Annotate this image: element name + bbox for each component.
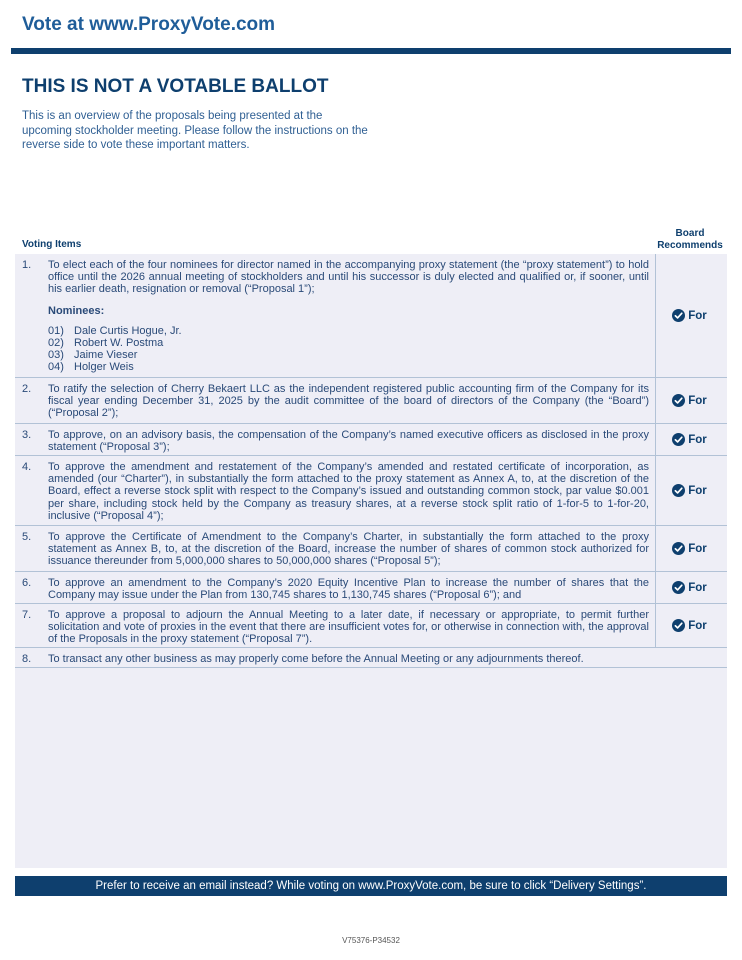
board-recommendation-cell bbox=[655, 572, 727, 603]
voting-item-5 bbox=[15, 526, 727, 572]
check-circle-icon bbox=[672, 433, 685, 446]
nominee-number: 04) bbox=[48, 361, 64, 374]
item-number: 1. bbox=[22, 259, 32, 271]
recommendation-label: For bbox=[688, 433, 707, 446]
voting-item-2 bbox=[15, 378, 727, 424]
check-circle-icon bbox=[672, 394, 685, 407]
voting-item-1 bbox=[15, 254, 727, 378]
recommendation-label: For bbox=[688, 542, 707, 555]
nominee-name: Holger Weis bbox=[74, 361, 134, 374]
board-recommendation-cell bbox=[655, 424, 727, 455]
ballot-title: THIS IS NOT A VOTABLE BALLOT bbox=[22, 76, 329, 97]
recommendation-label: For bbox=[688, 394, 707, 407]
recommendation-label: For bbox=[688, 484, 707, 497]
board-recommendation-cell bbox=[655, 526, 727, 571]
item-text: To elect each of the four nominees for director named in the accompanying proxy statement (the “proxy statement”) to hold office until the 2026 annual meeting of stockholders and until his successor is duly elected and qualified or, if sooner, until his earlier death, resignation or removal (“Proposal 1”); bbox=[48, 259, 649, 296]
item-number: 6. bbox=[22, 577, 32, 589]
document-code: V75376-P34532 bbox=[342, 936, 400, 945]
board-header-line1: Board bbox=[675, 228, 705, 239]
item-text: To ratify the selection of Cherry Bekaert LLC as the independent registered public accounting firm of the Company for its fiscal year ending December 31, 2025 by the audit committee of the board of directors of the Company (the “Board”) (“Proposal 2”); bbox=[48, 383, 649, 420]
voting-item-3 bbox=[15, 424, 727, 456]
nominee-item bbox=[48, 349, 649, 361]
header-divider bbox=[11, 48, 731, 54]
recommendation bbox=[672, 484, 707, 497]
item-text: To transact any other business as may properly come before the Annual Meeting or any adjournments thereof. bbox=[48, 653, 584, 665]
recommendation bbox=[672, 394, 707, 407]
item-text: To approve the amendment and restatement of the Company’s amended and restated certificate of incorporation, as amended (our “Charter”), in substantially the form attached to the proxy statement as Annex A, to, at the discretion of the Board, effect a reverse stock split with respect to the Company’s issued and outstanding common stock, par value $0.001 per share, including stock held by the Company as treasury shares, at a reverse stock split ratio of 1-for-5 to 1-for-20, inclusive (“Proposal 4”); bbox=[48, 461, 649, 522]
nominee-number: 02) bbox=[48, 337, 64, 350]
voting-items-header: Voting Items bbox=[22, 239, 82, 250]
nominee-item bbox=[48, 337, 649, 349]
item-number: 2. bbox=[22, 383, 32, 395]
check-circle-icon bbox=[672, 581, 685, 594]
board-recommendation-cell bbox=[655, 254, 727, 377]
voting-item-8 bbox=[15, 648, 727, 668]
nominee-item bbox=[48, 361, 649, 373]
voting-items-table bbox=[15, 254, 727, 868]
nominee-name: Dale Curtis Hogue, Jr. bbox=[74, 324, 182, 337]
item-number: 5. bbox=[22, 531, 32, 543]
nominee-name: Jaime Vieser bbox=[74, 349, 138, 362]
recommendation bbox=[672, 619, 707, 632]
item-text: To approve the Certificate of Amendment to the Company’s Charter, in substantially the form attached to the proxy statement as Annex B, to, at the discretion of the Board, increase the number of shares of common stock authorized for issuance thereunder from 5,000,000 shares to 50,000,000 shares (“Proposal 5”); bbox=[48, 531, 649, 568]
recommendation bbox=[672, 581, 707, 594]
check-circle-icon bbox=[672, 542, 685, 555]
header-title[interactable]: Vote at www.ProxyVote.com bbox=[22, 14, 276, 35]
recommendation-label: For bbox=[688, 581, 707, 594]
delivery-settings-banner: Prefer to receive an email instead? While voting on www.ProxyVote.com, be sure to click “Delivery Settings”. bbox=[15, 876, 727, 896]
check-circle-icon bbox=[672, 309, 685, 322]
item-text: To approve a proposal to adjourn the Annual Meeting to a later date, if necessary or appropriate, to permit further solicitation and vote of proxies in the event that there are insufficient votes for, or otherwise in connection with, the approval of the Proposals in the proxy statement (“Proposal 7”). bbox=[48, 609, 649, 646]
nominees-label: Nominees: bbox=[48, 304, 105, 317]
board-recommends-header bbox=[652, 228, 728, 251]
recommendation bbox=[672, 542, 707, 555]
recommendation-label: For bbox=[688, 619, 707, 632]
voting-item-6 bbox=[15, 572, 727, 604]
recommendation bbox=[672, 433, 707, 446]
intro-text: This is an overview of the proposals being presented at the upcoming stockholder meeting. Please follow the instructions on the reverse side to vote these important matters. bbox=[22, 110, 368, 151]
check-circle-icon bbox=[672, 484, 685, 497]
voting-item-7 bbox=[15, 604, 727, 648]
recommendation-label: For bbox=[688, 309, 707, 322]
item-text: To approve, on an advisory basis, the compensation of the Company’s named executive officers as disclosed in the proxy statement (“Proposal 3”); bbox=[48, 429, 649, 454]
board-recommendation-cell bbox=[655, 604, 727, 647]
item-text: To approve an amendment to the Company’s 2020 Equity Incentive Plan to increase the number of shares that the Company may issue under the Plan from 130,745 shares to 1,130,745 shares (“Proposal 6”); and bbox=[48, 577, 649, 602]
check-circle-icon bbox=[672, 619, 685, 632]
nominee-number: 01) bbox=[48, 324, 64, 337]
item-number: 4. bbox=[22, 461, 32, 473]
item-number: 8. bbox=[22, 653, 32, 665]
board-header-line2: Recommends bbox=[657, 239, 723, 251]
nominee-number: 03) bbox=[48, 349, 64, 362]
nominee-item bbox=[48, 325, 649, 337]
recommendation bbox=[672, 309, 707, 322]
item-number: 3. bbox=[22, 429, 32, 441]
board-recommendation-cell bbox=[655, 456, 727, 525]
item-number: 7. bbox=[22, 609, 32, 621]
board-recommendation-cell bbox=[655, 378, 727, 423]
item-text-wrapper bbox=[48, 259, 649, 374]
nominee-name: Robert W. Postma bbox=[74, 337, 164, 350]
voting-item-4 bbox=[15, 456, 727, 526]
